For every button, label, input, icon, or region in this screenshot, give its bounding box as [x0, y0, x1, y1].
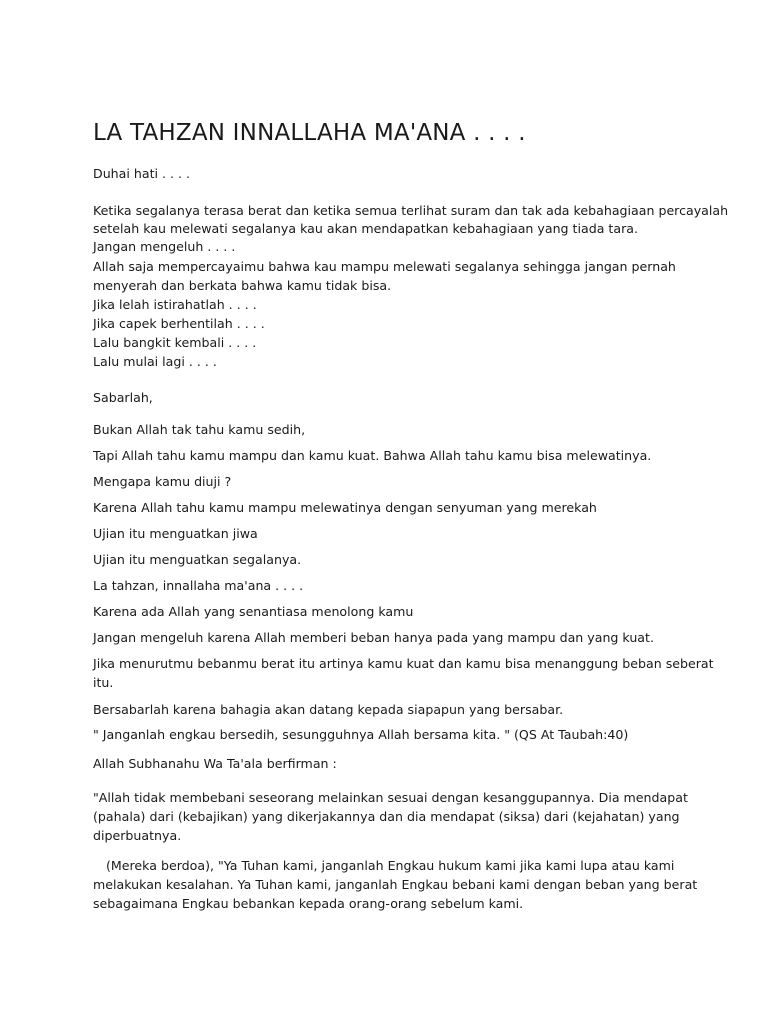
text-line: Mengapa kamu diuji ? [93, 474, 232, 489]
text-line: Ujian itu menguatkan jiwa [93, 526, 258, 541]
text-line: (pahala) dari (kebajikan) yang dikerjakannya dan dia mendapat (siksa) dari (kejahatan) yang [93, 809, 680, 824]
text-line: Sabarlah, [93, 390, 153, 405]
text-line: Lalu bangkit kembali . . . . [93, 335, 257, 350]
text-line: melakukan kesalahan. Ya Tuhan kami, janganlah Engkau bebani kami dengan beban yang berat [93, 877, 698, 892]
text-line: Karena Allah tahu kamu mampu melewatinya dengan senyuman yang merekah [93, 500, 597, 515]
text-line: setelah kau melewati segalanya kau akan mendapatkan kebahagiaan yang tiada tara. [93, 221, 638, 236]
text-line: Ketika segalanya terasa berat dan ketika semua terlihat suram dan tak ada kebahagiaan percayalah [93, 203, 729, 218]
document-title: LA TAHZAN INNALLAHA MA'ANA . . . . [93, 120, 526, 146]
text-line: La tahzan, innallaha ma'ana . . . . [93, 578, 304, 593]
text-line: Jangan mengeluh . . . . [93, 239, 236, 254]
text-line: Tapi Allah tahu kamu mampu dan kamu kuat. Bahwa Allah tahu kamu bisa melewatinya. [93, 448, 652, 463]
text-line: diperbuatnya. [93, 828, 182, 843]
text-line: Jika lelah istirahatlah . . . . [93, 297, 257, 312]
text-line: Jika capek berhentilah . . . . [93, 316, 265, 331]
text-line: Bukan Allah tak tahu kamu sedih, [93, 422, 306, 437]
text-line: "Allah tidak membebani seseorang melainkan sesuai dengan kesanggupannya. Dia mendapat [93, 790, 688, 805]
text-line: Lalu mulai lagi . . . . [93, 354, 217, 369]
text-line: Karena ada Allah yang senantiasa menolong kamu [93, 604, 414, 619]
text-line: Ujian itu menguatkan segalanya. [93, 552, 302, 567]
text-line: Allah saja mempercayaimu bahwa kau mampu melewati segalanya sehingga jangan pernah [93, 259, 676, 274]
text-line: Jangan mengeluh karena Allah memberi beban hanya pada yang mampu dan yang kuat. [93, 630, 654, 645]
text-line: itu. [93, 675, 114, 690]
text-line: Bersabarlah karena bahagia akan datang kepada siapapun yang bersabar. [93, 702, 564, 717]
text-line-heading: Allah Subhanahu Wa Ta'ala berfirman : [93, 756, 337, 771]
text-line: (Mereka berdoa), "Ya Tuhan kami, janganlah Engkau hukum kami jika kami lupa atau kami [106, 858, 675, 873]
text-line: Jika menurutmu bebanmu berat itu artinya kamu kuat dan kamu bisa menanggung beban seberat [93, 656, 714, 671]
text-line: sebagaimana Engkau bebankan kepada orang-orang sebelum kami. [93, 896, 524, 911]
text-line-greeting: Duhai hati . . . . [93, 166, 191, 181]
text-line: menyerah dan berkata bahwa kamu tidak bisa. [93, 278, 392, 293]
text-line-quote: " Janganlah engkau bersedih, sesungguhnya Allah bersama kita. " (QS At Taubah:40) [93, 727, 629, 742]
